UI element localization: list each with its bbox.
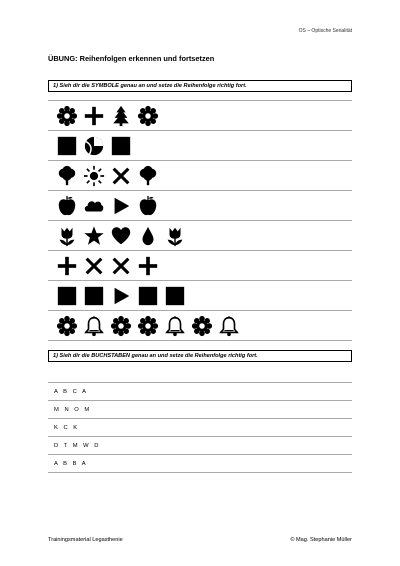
- plus-icon: [56, 255, 78, 277]
- square-icon: [164, 285, 186, 307]
- bell-icon: [164, 315, 186, 337]
- symbol-rows: [48, 100, 352, 341]
- symbol-row: [48, 100, 352, 131]
- drop-icon: [137, 225, 159, 247]
- symbol-row: [48, 131, 352, 161]
- play-icon: [110, 195, 132, 217]
- square-icon: [110, 135, 132, 157]
- tulip-icon: [164, 225, 186, 247]
- sun-icon: [83, 165, 105, 187]
- flower-icon: [56, 315, 78, 337]
- heart-icon: [110, 225, 132, 247]
- symbol-row: [48, 161, 352, 191]
- plus-icon: [137, 255, 159, 277]
- ball-icon: [83, 135, 105, 157]
- star-icon: [83, 225, 105, 247]
- tree-round-icon: [137, 165, 159, 187]
- play-icon: [110, 285, 132, 307]
- page-title: ÜBUNG: Reihenfolgen erkennen und fortsetzen: [48, 54, 215, 63]
- flower-icon: [137, 315, 159, 337]
- symbol-row: [48, 281, 352, 311]
- apple-icon: [56, 195, 78, 217]
- flower-icon: [191, 315, 213, 337]
- x-icon: [110, 255, 132, 277]
- apple-icon: [137, 195, 159, 217]
- letter-row: A B B A: [48, 455, 352, 473]
- section2-instruction: 1) Sieh dir die BUCHSTABEN genau an und setze die Reihenfolge richtig fort.: [48, 350, 352, 362]
- bell-icon: [83, 315, 105, 337]
- footer-right: © Mag. Stephanie Müller: [290, 537, 352, 543]
- tulip-icon: [56, 225, 78, 247]
- square-icon: [137, 285, 159, 307]
- footer-left: Trainingsmaterial Legasthenie: [48, 537, 123, 543]
- letter-row: M N O M: [48, 401, 352, 419]
- cloud-icon: [83, 195, 105, 217]
- flower-icon: [137, 105, 159, 127]
- plus-icon: [83, 105, 105, 127]
- symbol-row: [48, 311, 352, 341]
- bell-icon: [218, 315, 240, 337]
- symbol-row: [48, 221, 352, 251]
- header-subject: OS – Optische Serialität: [298, 28, 352, 34]
- symbol-row: [48, 191, 352, 221]
- letter-row: K C K: [48, 419, 352, 437]
- symbol-row: [48, 251, 352, 281]
- square-icon: [83, 285, 105, 307]
- letter-rows: [48, 382, 352, 473]
- letter-row: A B C A: [48, 382, 352, 401]
- flower-icon: [110, 315, 132, 337]
- tree-round-icon: [56, 165, 78, 187]
- square-icon: [56, 285, 78, 307]
- flower-icon: [56, 105, 78, 127]
- square-icon: [56, 135, 78, 157]
- tree-icon: [110, 105, 132, 127]
- x-icon: [110, 165, 132, 187]
- letter-row: D T M W D: [48, 437, 352, 455]
- x-icon: [83, 255, 105, 277]
- section1-instruction: 1) Sieh dir die SYMBOLE genau an und setze die Reihenfolge richtig fort.: [48, 80, 352, 92]
